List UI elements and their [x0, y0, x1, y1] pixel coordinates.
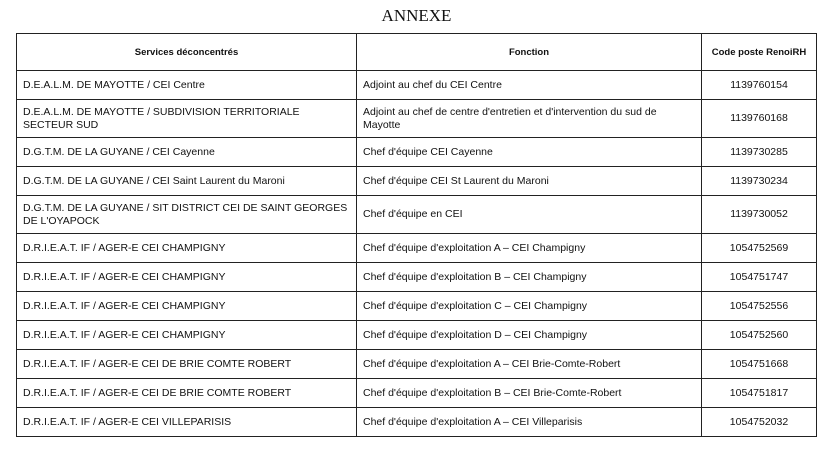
table-row	[17, 263, 817, 292]
cell-code: 1054752560	[702, 321, 817, 350]
cell-fonction: Chef d'équipe d'exploitation A – CEI Brie-Comte-Robert	[357, 350, 702, 379]
cell-code: 1139730234	[702, 167, 817, 196]
cell-fonction: Chef d'équipe CEI Cayenne	[357, 138, 702, 167]
cell-service: D.G.T.M. DE LA GUYANE / CEI Saint Laurent du Maroni	[17, 167, 357, 196]
header-code: Code poste RenoiRH	[702, 34, 817, 71]
table-row	[17, 321, 817, 350]
cell-code: 1139760154	[702, 71, 817, 100]
annex-table	[16, 33, 817, 437]
cell-code: 1139730052	[702, 196, 817, 234]
header-fonction: Fonction	[357, 34, 702, 71]
table-row	[17, 234, 817, 263]
page-title: ANNEXE	[381, 6, 452, 25]
cell-fonction: Chef d'équipe d'exploitation D – CEI Champigny	[357, 321, 702, 350]
table-row	[17, 292, 817, 321]
cell-service: D.R.I.E.A.T. IF / AGER-E CEI CHAMPIGNY	[17, 292, 357, 321]
cell-service: D.R.I.E.A.T. IF / AGER-E CEI CHAMPIGNY	[17, 263, 357, 292]
cell-service: D.E.A.L.M. DE MAYOTTE / CEI Centre	[17, 71, 357, 100]
cell-code: 1054751668	[702, 350, 817, 379]
cell-fonction: Chef d'équipe d'exploitation C – CEI Champigny	[357, 292, 702, 321]
cell-service: D.R.I.E.A.T. IF / AGER-E CEI CHAMPIGNY	[17, 234, 357, 263]
table-row	[17, 408, 817, 437]
table-header-row	[17, 34, 817, 71]
cell-service: D.E.A.L.M. DE MAYOTTE / SUBDIVISION TERRITORIALE SECTEUR SUD	[17, 100, 357, 138]
cell-code: 1054752556	[702, 292, 817, 321]
cell-code: 1054752032	[702, 408, 817, 437]
cell-code: 1054751747	[702, 263, 817, 292]
table-row	[17, 196, 817, 234]
cell-fonction: Chef d'équipe d'exploitation B – CEI Brie-Comte-Robert	[357, 379, 702, 408]
cell-code: 1139760168	[702, 100, 817, 138]
table-row	[17, 138, 817, 167]
cell-code: 1054752569	[702, 234, 817, 263]
cell-fonction: Chef d'équipe en CEI	[357, 196, 702, 234]
cell-fonction: Adjoint au chef de centre d'entretien et d'intervention du sud de Mayotte	[357, 100, 702, 138]
cell-fonction: Chef d'équipe d'exploitation A – CEI Villeparisis	[357, 408, 702, 437]
cell-service: D.R.I.E.A.T. IF / AGER-E CEI DE BRIE COMTE ROBERT	[17, 350, 357, 379]
cell-code: 1054751817	[702, 379, 817, 408]
cell-service: D.G.T.M. DE LA GUYANE / SIT DISTRICT CEI DE SAINT GEORGES DE L'OYAPOCK	[17, 196, 357, 234]
cell-service: D.R.I.E.A.T. IF / AGER-E CEI DE BRIE COMTE ROBERT	[17, 379, 357, 408]
cell-service: D.R.I.E.A.T. IF / AGER-E CEI VILLEPARISIS	[17, 408, 357, 437]
cell-fonction: Adjoint au chef du CEI Centre	[357, 71, 702, 100]
table-row	[17, 167, 817, 196]
cell-fonction: Chef d'équipe CEI St Laurent du Maroni	[357, 167, 702, 196]
cell-service: D.R.I.E.A.T. IF / AGER-E CEI CHAMPIGNY	[17, 321, 357, 350]
table-row	[17, 379, 817, 408]
cell-fonction: Chef d'équipe d'exploitation B – CEI Champigny	[357, 263, 702, 292]
table-row	[17, 71, 817, 100]
table-row	[17, 100, 817, 138]
cell-service: D.G.T.M. DE LA GUYANE / CEI Cayenne	[17, 138, 357, 167]
table-row	[17, 350, 817, 379]
cell-fonction: Chef d'équipe d'exploitation A – CEI Champigny	[357, 234, 702, 263]
cell-code: 1139730285	[702, 138, 817, 167]
header-service: Services déconcentrés	[17, 34, 357, 71]
